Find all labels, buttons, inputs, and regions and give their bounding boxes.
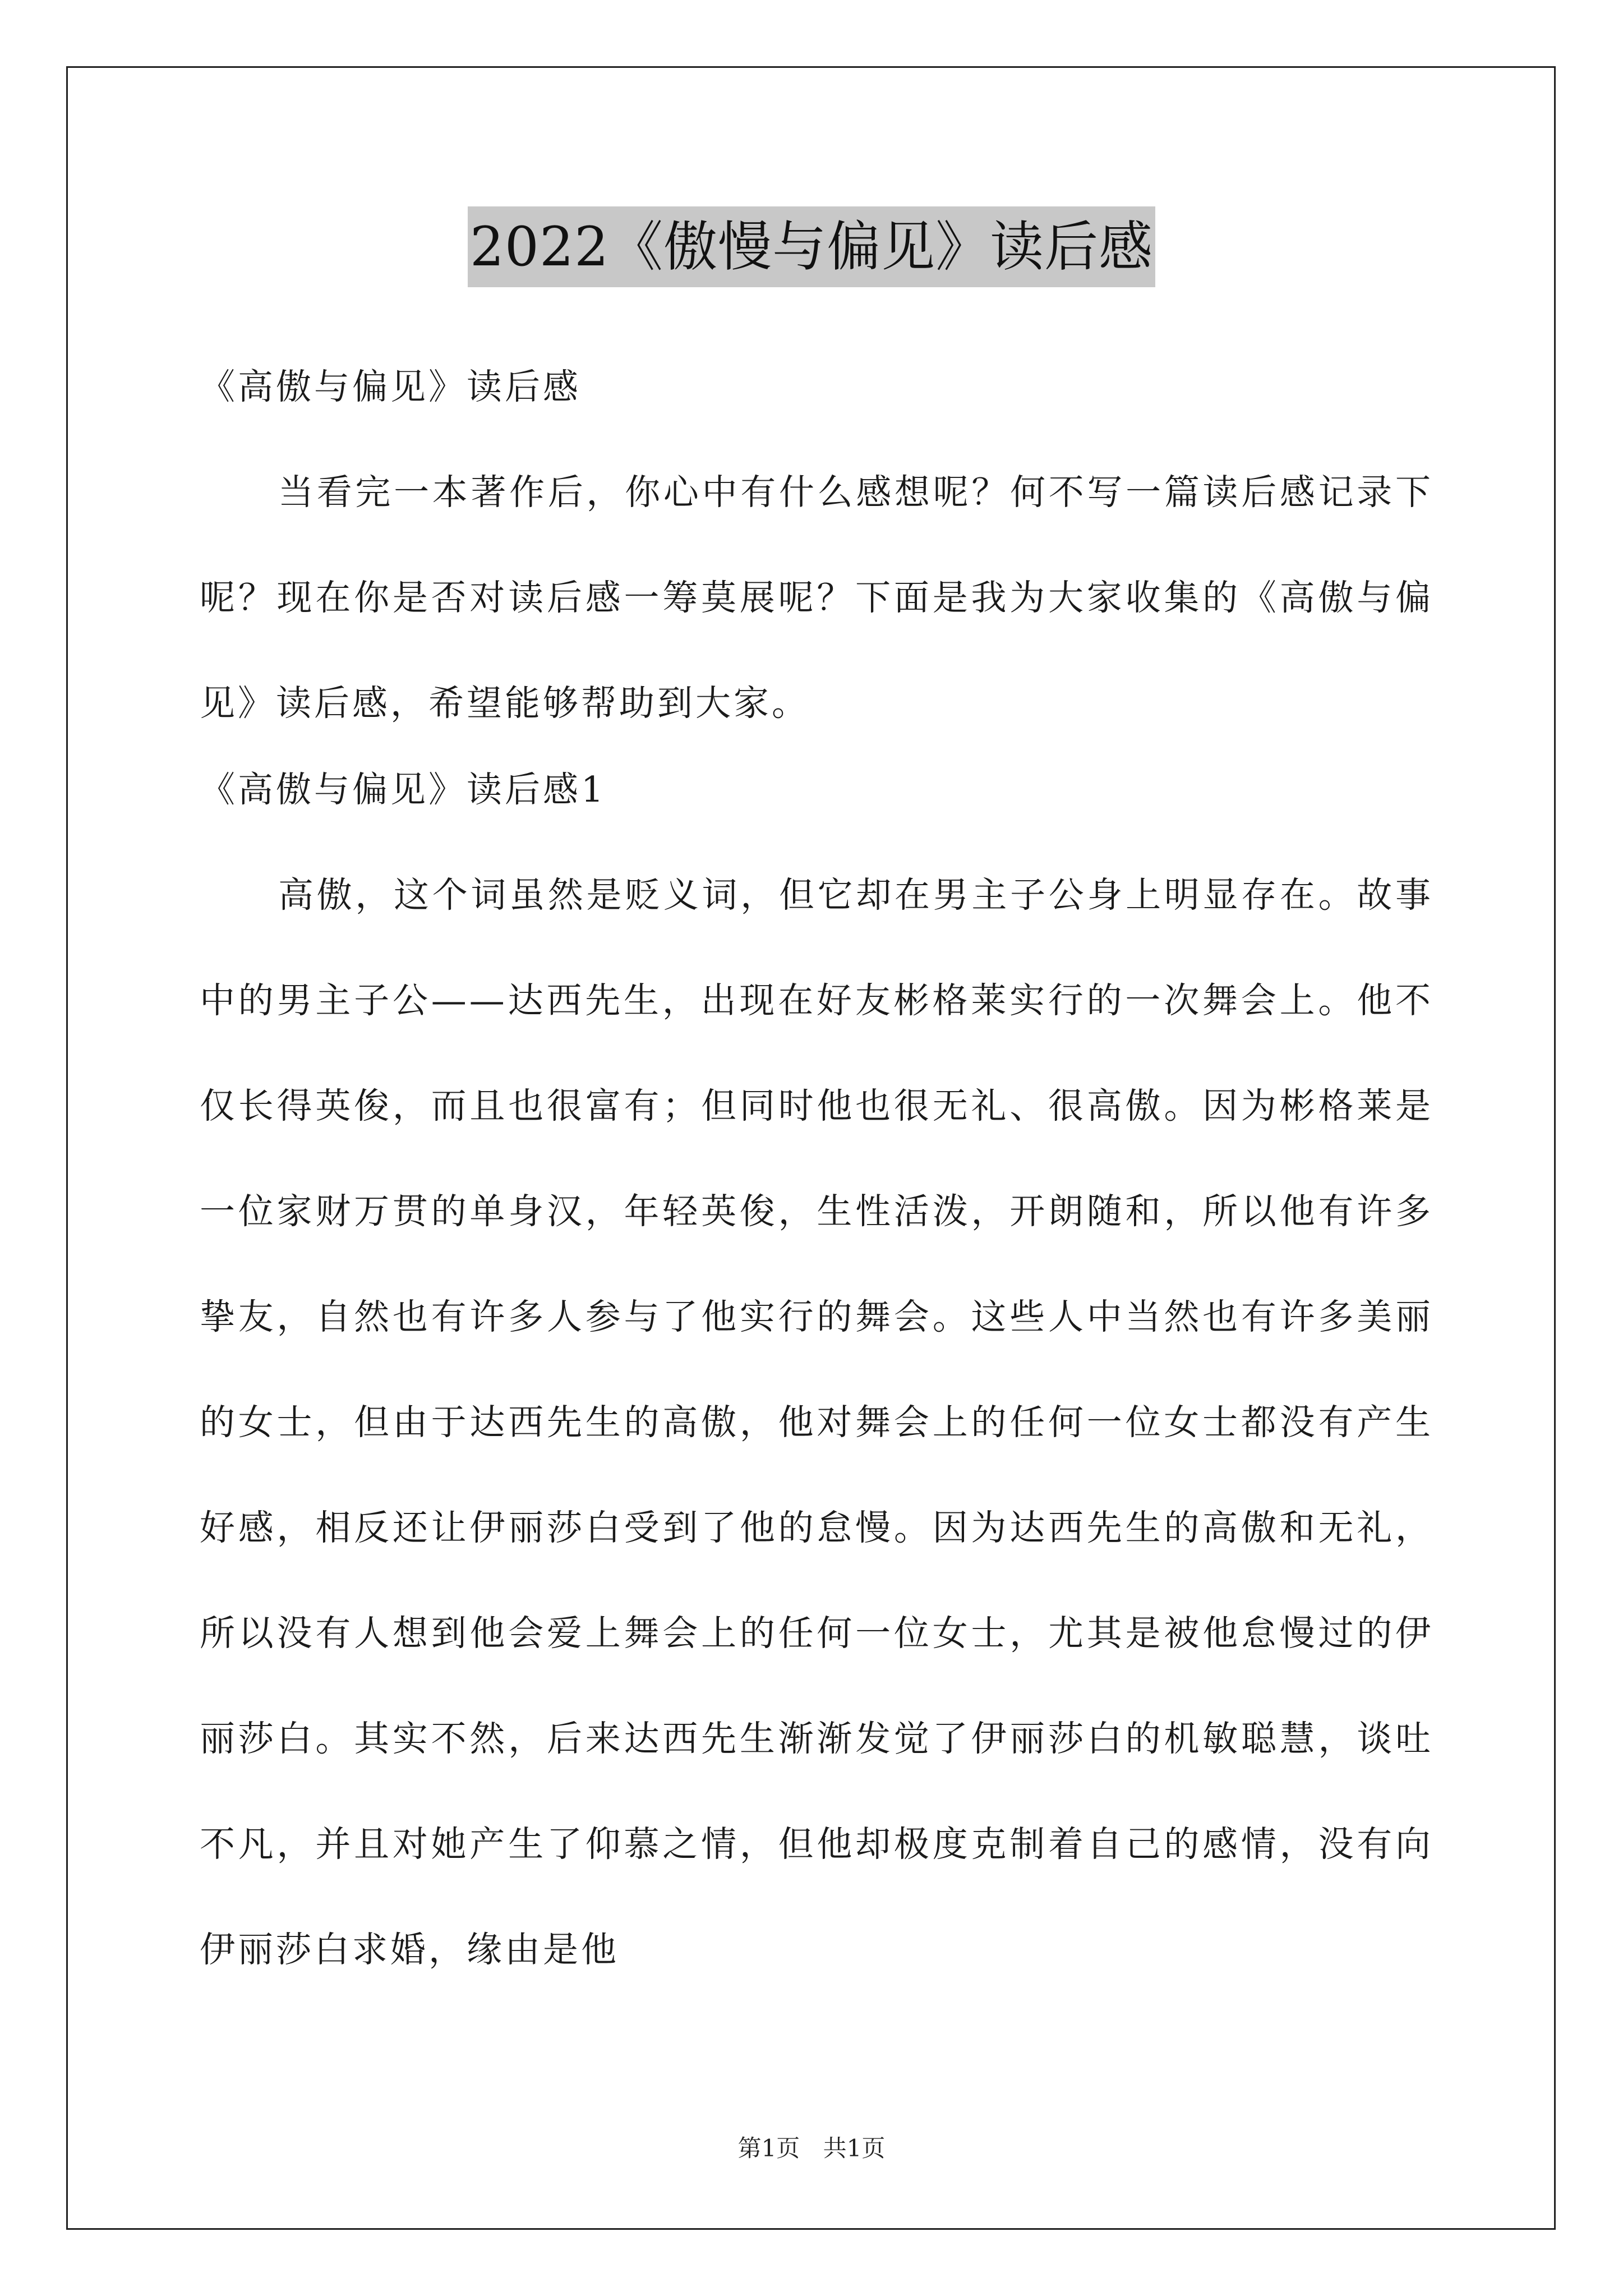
document-title: 2022《傲慢与偏见》读后感: [468, 206, 1155, 287]
section-heading: 《高傲与偏见》读后感: [200, 366, 581, 407]
intro-paragraph: 当看完一本著作后，你心中有什么感想呢？何不写一篇读后感记录下呢？现在你是否对读后感一筹莫展呢？下面是我为大家收集的《高傲与偏见》读后感，希望能够帮助到大家。: [200, 472, 1433, 724]
essay-paragraph: 高傲，这个词虽然是贬义词，但它却在男主子公身上明显存在。故事中的男主子公——达西先生，出现在好友彬格莱实行的一次舞会上。他不仅长得英俊，而且也很富有；但同时他也很无礼、很高傲。因为彬格莱是一位家财万贯的单身汉，年轻英俊，生性活泼，开朗随和，所以他有许多挚友，自然也有许多人参与了他实行的舞会。这些人中当然也有许多美丽的女士，但由于达西先生的高傲，他对舞会上的任何一位女士都没有产生好感，相反还让伊丽莎白受到了他的怠慢。因为达西先生的高傲和无礼，所以没有人想到他会爱上舞会上的任何一位女士，尤其是被他怠慢过的伊丽莎白。其实不然，后来达西先生渐渐发觉了伊丽莎白的机敏聪慧，谈吐不凡，并且对她产生了仰慕之情，但他却极度克制着自己的感情，没有向伊丽莎白求婚，缘由是他: [200, 875, 1433, 1970]
page-number: 第1页: [737, 2134, 800, 2162]
page-total: 共1页: [823, 2134, 886, 2162]
page-footer: [0, 2132, 1623, 2165]
document-body: [200, 353, 1433, 2003]
title-container: [0, 206, 1623, 287]
essay-heading: 《高傲与偏见》读后感1: [200, 769, 607, 810]
